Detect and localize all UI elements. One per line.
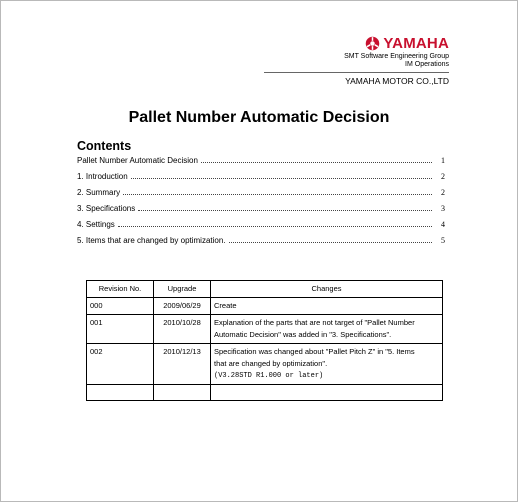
toc-entry[interactable] xyxy=(77,172,445,188)
change-line: Automatic Decision" was added in "3. Specifications". xyxy=(214,330,392,339)
toc-entry-page: 3 xyxy=(441,204,445,213)
toc-entry-page: 1 xyxy=(441,156,445,165)
revision-changes xyxy=(211,344,443,385)
toc-leader-dots xyxy=(138,204,432,211)
revision-row xyxy=(87,315,443,344)
revision-number: 002 xyxy=(87,344,154,385)
toc-entry-page: 2 xyxy=(441,188,445,197)
change-note: (V3.28STD R1.000 or later) xyxy=(214,372,324,380)
revision-row xyxy=(87,298,443,315)
toc-entry-label: 2. Summary xyxy=(77,188,121,197)
revision-row xyxy=(87,344,443,385)
document-title: Pallet Number Automatic Decision xyxy=(128,109,390,126)
change-line: Specification was changed about "Pallet Pitch Z" in "5. Items xyxy=(214,347,415,356)
revision-number: 001 xyxy=(87,315,154,344)
toc-entry-label: Pallet Number Automatic Decision xyxy=(77,156,198,165)
toc-entry[interactable] xyxy=(77,236,445,252)
revision-table xyxy=(86,280,443,401)
revision-date: 2010/10/28 xyxy=(154,315,211,344)
revision-date: 2010/12/13 xyxy=(154,344,211,385)
brand-row xyxy=(264,35,449,52)
toc-entry-label: 4. Settings xyxy=(77,220,115,229)
table-of-contents xyxy=(77,156,445,252)
toc-entry[interactable] xyxy=(77,220,445,236)
header-changes: Changes xyxy=(211,281,443,298)
toc-entry[interactable] xyxy=(77,156,445,172)
revision-changes xyxy=(211,315,443,344)
revision-row-empty xyxy=(87,385,443,401)
change-line: Explanation of the parts that are not target of "Pallet Number xyxy=(214,318,415,327)
operations-name: IM Operations xyxy=(405,61,449,68)
toc-leader-dots xyxy=(201,156,432,163)
change-line: Create xyxy=(214,301,237,310)
header-revision-no: Revision No. xyxy=(87,281,154,298)
toc-leader-dots xyxy=(123,188,432,195)
change-line: that are changed by optimization". xyxy=(214,359,328,368)
toc-entry[interactable] xyxy=(77,204,445,220)
toc-entry-label: 3. Specifications xyxy=(77,204,136,213)
empty-cell xyxy=(154,385,211,401)
contents-heading: Contents xyxy=(77,139,132,153)
document-header xyxy=(264,35,449,89)
empty-cell xyxy=(87,385,154,401)
toc-entry-page: 4 xyxy=(441,220,445,229)
toc-entry-page: 2 xyxy=(441,172,445,181)
header-upgrade: Upgrade xyxy=(154,281,211,298)
revision-date: 2009/06/29 xyxy=(154,298,211,315)
toc-entry-label: 1. Introduction xyxy=(77,172,128,181)
revision-changes xyxy=(211,298,443,315)
revision-number: 000 xyxy=(87,298,154,315)
revision-header-row xyxy=(87,281,443,298)
company-name: YAMAHA MOTOR CO.,LTD xyxy=(264,72,449,86)
toc-leader-dots xyxy=(229,236,432,243)
toc-entry[interactable] xyxy=(77,188,445,204)
yamaha-logo-icon xyxy=(365,36,380,51)
toc-leader-dots xyxy=(118,220,432,227)
empty-cell xyxy=(211,385,443,401)
toc-entry-page: 5 xyxy=(441,236,445,245)
toc-entry-label: 5. Items that are changed by optimization. xyxy=(77,236,226,245)
brand-name: YAMAHA xyxy=(383,35,449,52)
group-name: SMT Software Engineering Group xyxy=(344,53,449,60)
toc-leader-dots xyxy=(131,172,432,179)
